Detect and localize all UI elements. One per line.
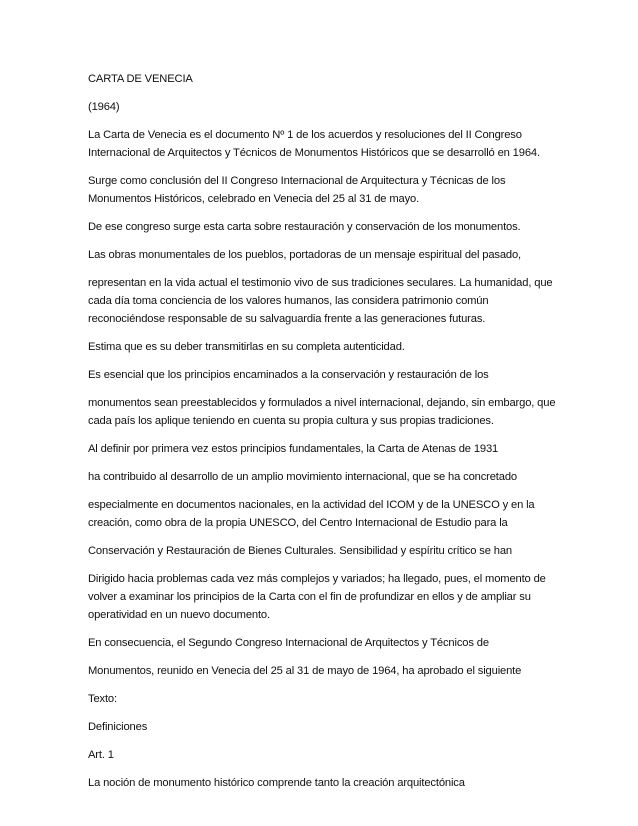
document-title: CARTA DE VENECIA (88, 73, 193, 85)
paragraph: Es esencial que los principios encaminados a la conservación y restauración de los (88, 369, 489, 381)
paragraph-origin: Surge como conclusión del II Congreso Internacional de Arquitectura y Técnicas de los Monumentos Históricos, celebrado en Venecia del 25 al 31 de mayo. (88, 175, 506, 205)
paragraph: Estima que es su deber transmitirlas en su completa autenticidad. (88, 341, 405, 353)
paragraph: En consecuencia, el Segundo Congreso Internacional de Arquitectos y Técnicos de (88, 637, 489, 649)
article-heading: Art. 1 (88, 749, 114, 761)
paragraph: representan en la vida actual el testimonio vivo de sus tradiciones seculares. La humanidad, que cada día toma conciencia de los valores humanos, las considera patrimonio común reconociéndose responsable de su salvaguardia frente a las generaciones futuras. (88, 277, 553, 325)
paragraph: monumentos sean preestablecidos y formulados a nivel internacional, dejando, sin embargo, que cada país los aplique teniendo en cuenta su propia cultura y sus propias tradiciones. (88, 397, 556, 427)
paragraph: Las obras monumentales de los pueblos, portadoras de un mensaje espiritual del pasado, (88, 249, 522, 261)
paragraph: Monumentos, reunido en Venecia del 25 al 31 de mayo de 1964, ha aprobado el siguiente (88, 665, 522, 677)
paragraph: ha contribuido al desarrollo de un amplio movimiento internacional, que se ha concretado (88, 471, 517, 483)
paragraph: Dirigido hacia problemas cada vez más complejos y variados; ha llegado, pues, el momento de volver a examinar los principios de la Carta con el fin de profundizar en ellos y de ampliar su operatividad en un nuevo documento. (88, 573, 546, 621)
paragraph-intro: La Carta de Venecia es el documento Nº 1 de los acuerdos y resoluciones del II Congreso Internacional de Arquitectos y Técnicos de Monumentos Históricos que se desarrolló en 1964. (88, 129, 540, 159)
section-heading-definitions: Definiciones (88, 721, 148, 733)
paragraph: Al definir por primera vez estos principios fundamentales, la Carta de Atenas de 1931 (88, 443, 499, 455)
paragraph-purpose: De ese congreso surge esta carta sobre restauración y conservación de los monumentos. (88, 221, 521, 233)
paragraph: La noción de monumento histórico comprende tanto la creación arquitectónica (88, 777, 465, 789)
paragraph-text-label: Texto: (88, 693, 117, 705)
paragraph: especialmente en documentos nacionales, en la actividad del ICOM y de la UNESCO y en la creación, como obra de la propia UNESCO, del Centro Internacional de Estudio para la (88, 499, 535, 529)
paragraph: Conservación y Restauración de Bienes Culturales. Sensibilidad y espíritu crítico se han (88, 545, 512, 557)
document-year: (1964) (88, 101, 120, 113)
document-body (88, 70, 558, 802)
